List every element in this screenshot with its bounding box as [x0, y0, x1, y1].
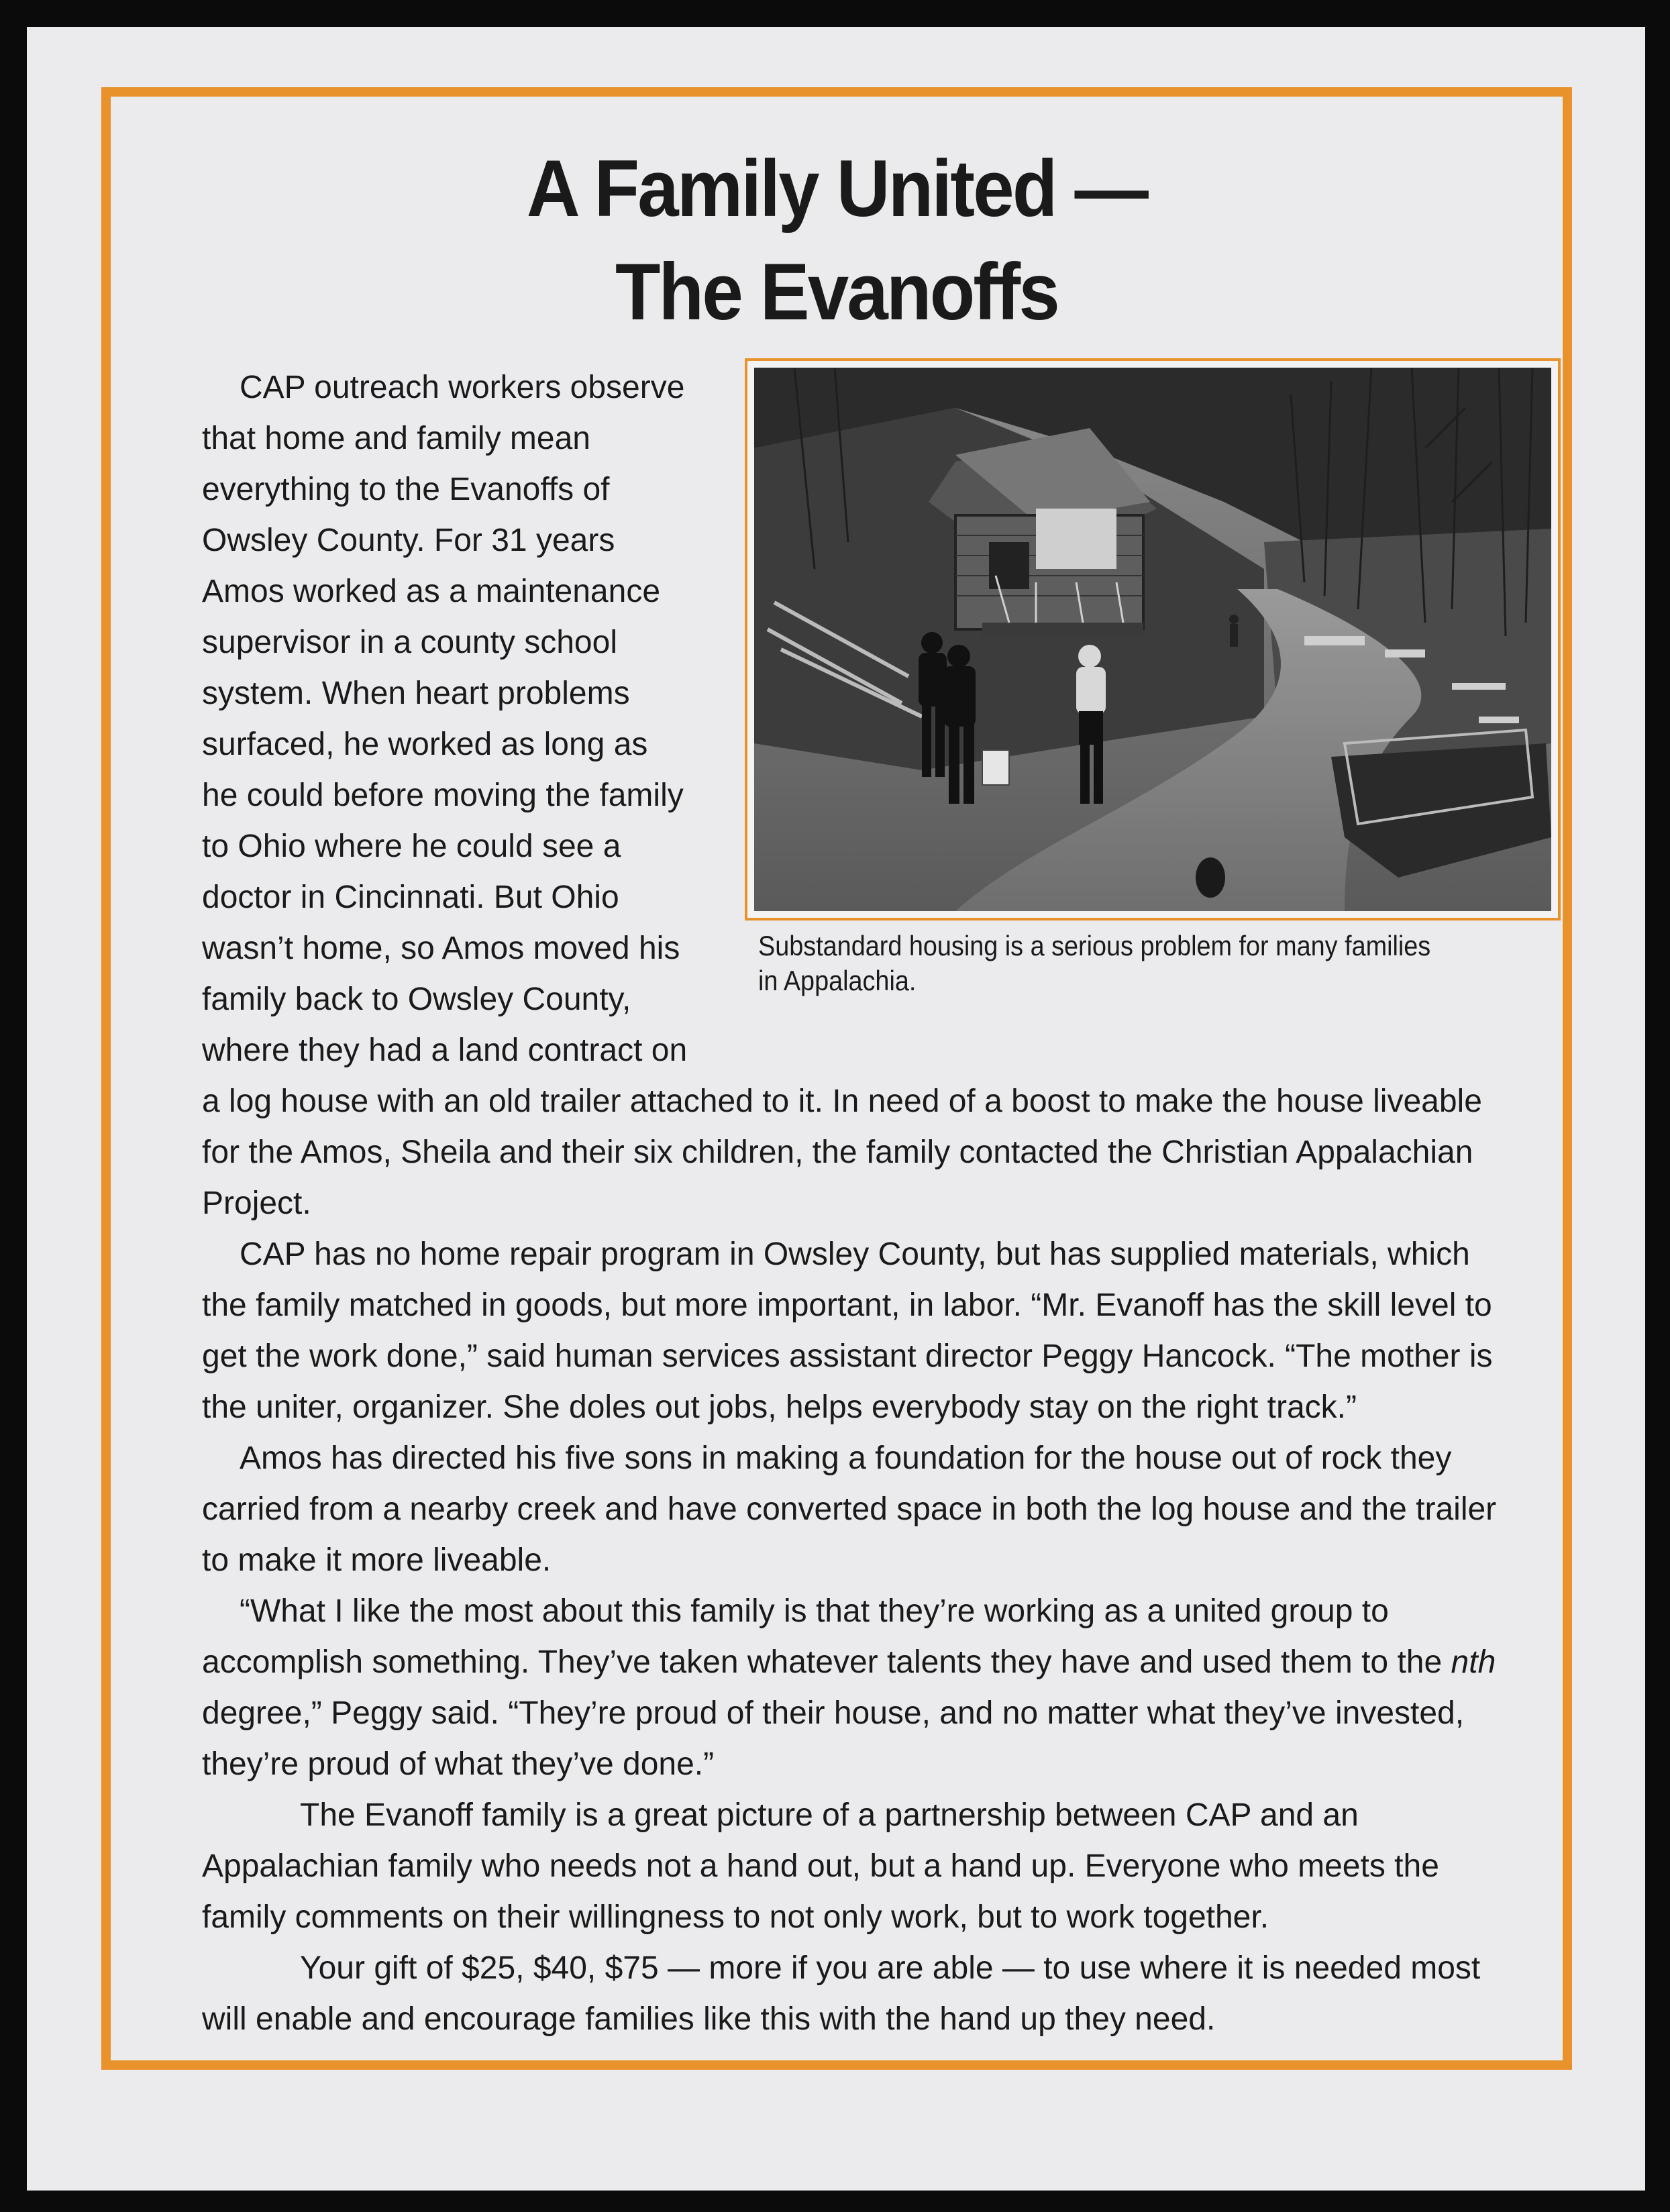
body-line: degree,” Peggy said. “They’re proud of their house, and no matter what they’ve invested,	[202, 1695, 1465, 1731]
body-line-italic: nth	[1451, 1644, 1496, 1680]
article-body	[202, 362, 1584, 2045]
body-line: family back to Owsley County,	[202, 982, 631, 1017]
body-line: the uniter, organizer. She doles out jobs, helps everybody stay on the right track.”	[202, 1389, 1357, 1425]
body-line: a log house with an old trailer attached to it. In need of a boost to make the house liveable	[202, 1084, 1482, 1119]
body-line: system. When heart problems	[202, 676, 630, 711]
body-line-text: accomplish something. They’ve taken whatever talents they have and used them to the	[202, 1644, 1443, 1680]
body-line: to make it more liveable.	[202, 1542, 552, 1578]
body-line: CAP outreach workers observe	[240, 370, 685, 405]
body-line: get the work done,” said human services assistant director Peggy Hancock. “The mother is	[202, 1338, 1493, 1374]
body-line: Amos has directed his five sons in making a foundation for the house out of rock they	[240, 1440, 1452, 1476]
body-line: supervisor in a county school	[202, 625, 617, 660]
body-line: the family matched in goods, but more important, in labor. “Mr. Evanoff has the skill level to	[202, 1287, 1492, 1323]
body-line: family comments on their willingness to not only work, but to work together.	[202, 1899, 1269, 1935]
body-line: wasn’t home, so Amos moved his	[202, 931, 680, 966]
body-line: Amos worked as a maintenance	[202, 574, 661, 609]
body-line: he could before moving the family	[202, 778, 684, 813]
page-title	[169, 137, 1505, 344]
body-line: CAP has no home repair program in Owsley County, but has supplied materials, which	[240, 1236, 1470, 1272]
body-line: for the Amos, Sheila and their six children, the family contacted the Christian Appalachian	[202, 1135, 1473, 1170]
body-line: they’re proud of what they’ve done.”	[202, 1746, 715, 1782]
orange-border-frame	[101, 87, 1572, 2070]
caption-line-2: in Appalachia.	[758, 965, 917, 996]
title-line-1: A Family United —	[526, 144, 1147, 233]
document-page	[27, 27, 1645, 2191]
caption-line-1: Substandard housing is a serious problem for many families	[758, 930, 1431, 961]
body-line: everything to the Evanoffs of	[202, 472, 610, 507]
body-line: Project.	[202, 1186, 311, 1221]
body-line: carried from a nearby creek and have converted space in both the log house and the trailer	[202, 1491, 1497, 1527]
body-line: doctor in Cincinnati. But Ohio	[202, 880, 619, 915]
body-line: surfaced, he worked as long as	[202, 727, 648, 762]
body-line: Appalachian family who needs not a hand out, but a hand up. Everyone who meets the	[202, 1848, 1439, 1884]
body-line: where they had a land contract on	[202, 1033, 688, 1068]
body-line: The Evanoff family is a great picture of a partnership between CAP and an	[300, 1797, 1359, 1833]
body-line: to Ohio where he could see a	[202, 829, 621, 864]
body-line: Your gift of $25, $40, $75 — more if you are able — to use where it is needed most	[300, 1950, 1481, 1986]
body-line	[202, 1637, 1584, 1688]
body-line: that home and family mean	[202, 421, 590, 456]
body-line: Owsley County. For 31 years	[202, 523, 615, 558]
title-line-2: The Evanoffs	[615, 247, 1059, 337]
body-line: will enable and encourage families like this with the hand up they need.	[202, 2001, 1216, 2037]
body-line: “What I like the most about this family is that they’re working as a united group to	[240, 1593, 1389, 1629]
